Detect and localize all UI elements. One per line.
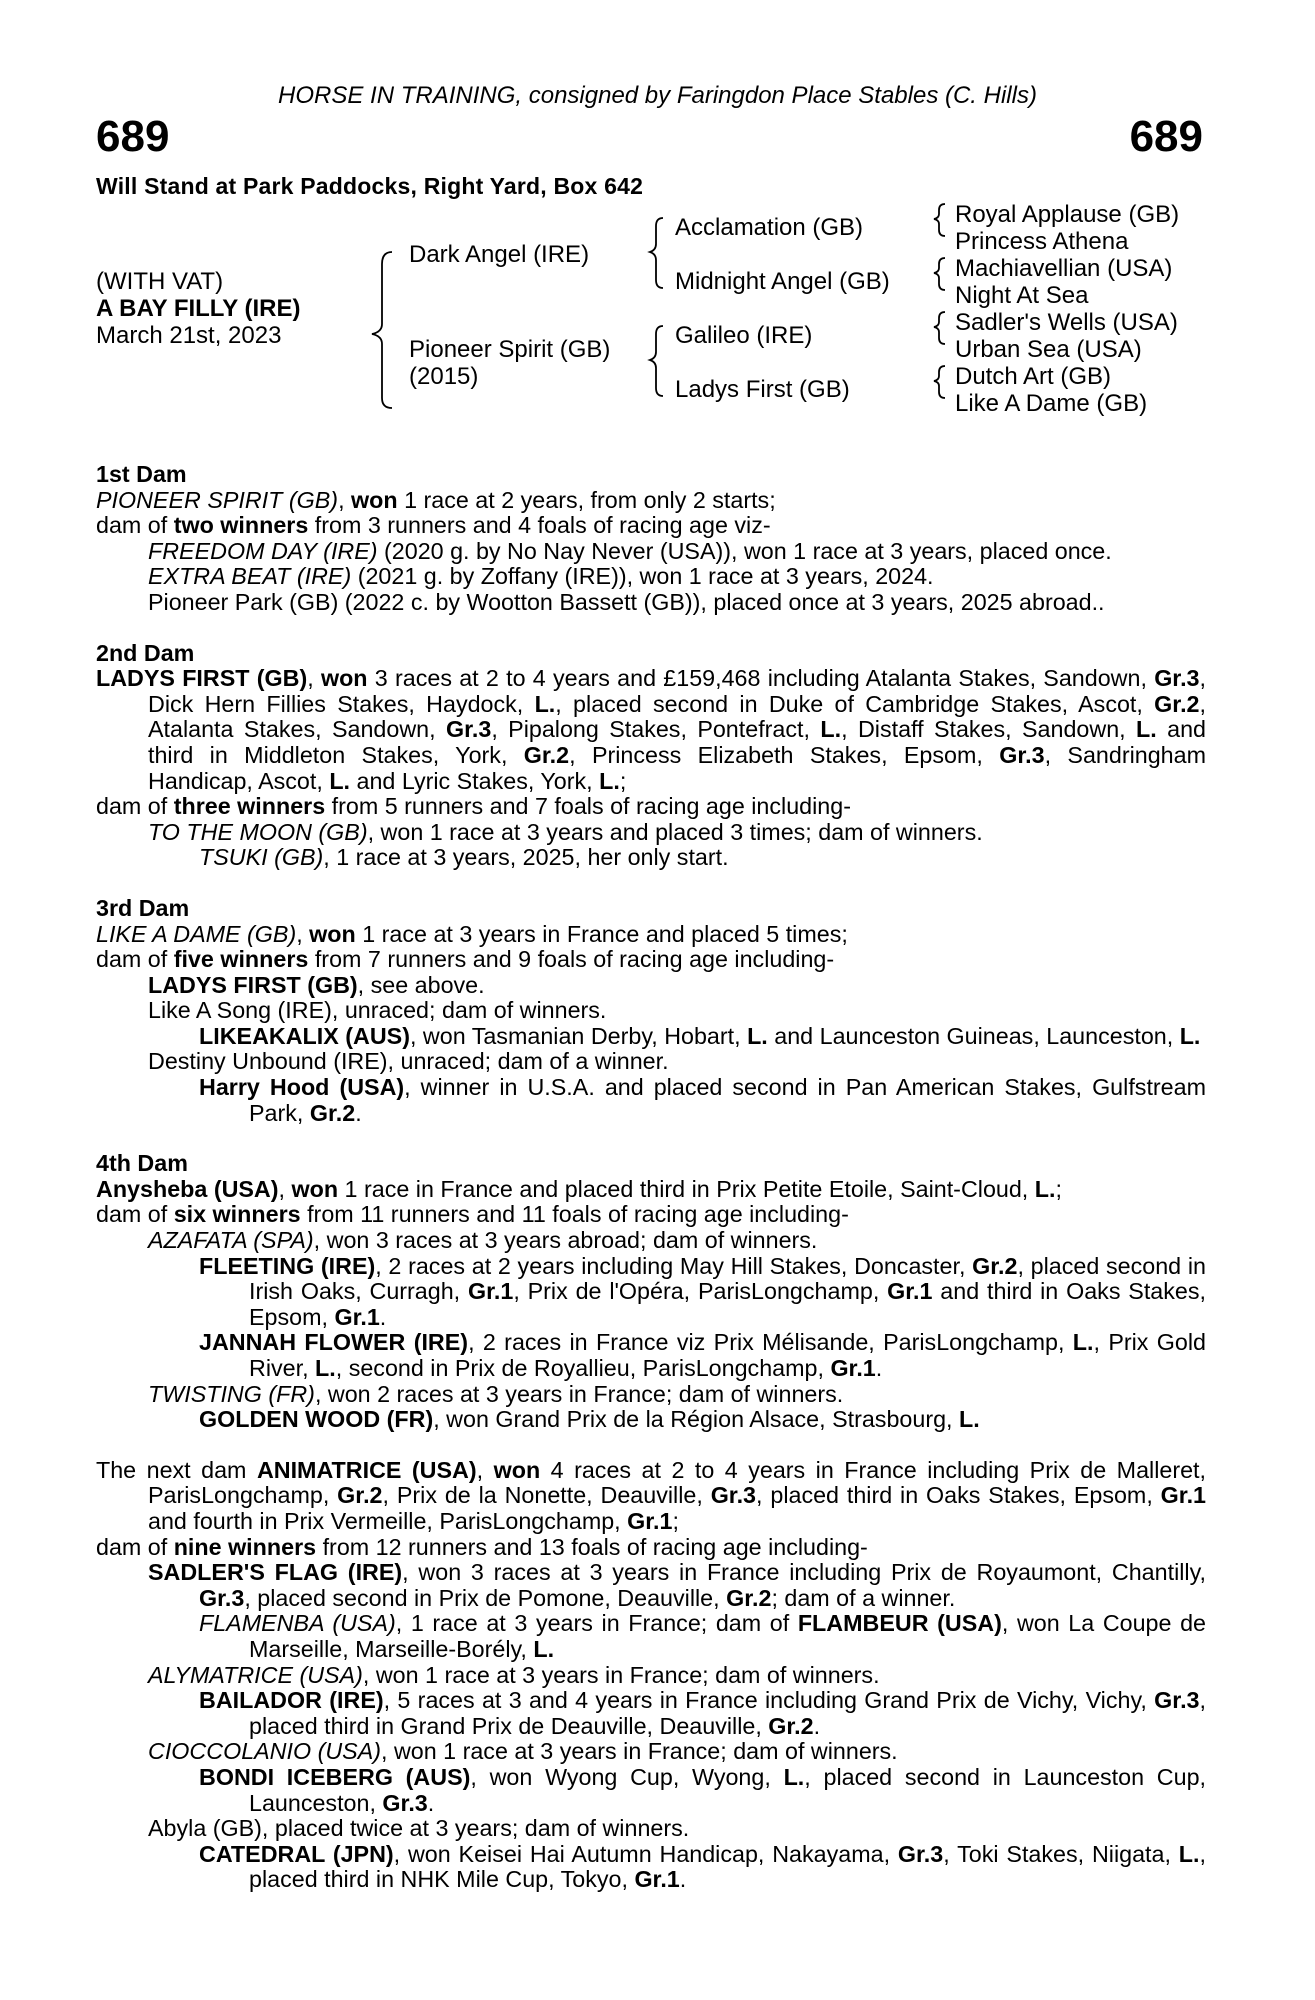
text-run: , won Tasmanian Derby, Hobart, [409,1022,748,1049]
text-run: , won 2 races at 3 years in France; dam of winners. [314,1380,844,1407]
dam-sire-sire: Sadler's Wells (USA) [955,309,1178,336]
italic-run: TSUKI (GB) [199,844,324,871]
dam-brace [650,326,663,396]
bold-run: won [320,665,368,692]
italic-run: TWISTING (FR) [148,1380,315,1407]
bold-run: Gr.2 [523,741,570,768]
bold-run: FLAMBEUR (USA) [797,1610,1002,1637]
record-line [96,1254,1206,1331]
text-run: , 5 races at 3 and 4 years in France including Grand Prix de Vichy, Vichy, [383,1687,1155,1714]
bold-run: Gr.3 [1154,1687,1200,1714]
record-line [96,947,1206,973]
text-run: , [476,1456,494,1483]
bold-run: Gr.1 [1160,1482,1207,1509]
text-run: , placed second in Prix de Pomone, Deauville, [244,1584,727,1611]
record-line [96,1816,1206,1842]
bold-run: Gr.3 [710,1482,757,1509]
text-run: , [296,920,310,947]
bold-run: L. [329,767,351,794]
bold-run: Gr.1 [634,1866,680,1893]
text-run: . [379,1303,387,1330]
dam-sire: Galileo (IRE) [675,322,813,349]
text-run: dam of [96,793,174,820]
bold-run: L. [534,690,556,717]
sire-sire: Acclamation (GB) [675,214,864,241]
text-run: , [338,486,352,513]
sire-sire-sire: Royal Applause (GB) [955,201,1180,228]
text-run: , won Wyong Cup, Wyong, [470,1763,784,1790]
text-run: 4 races at 2 to 4 years in France including Prix de Malleret, ParisLongchamp, [148,1456,1206,1509]
bold-run: Gr.3 [897,1840,944,1867]
text-run: , placed third in NHK Mile Cup, Tokyo, [249,1840,1206,1893]
stand-location: Will Stand at Park Paddocks, Right Yard, Box 642 [96,173,644,199]
dam-section [96,1458,1206,1893]
record-line [96,1330,1206,1381]
dam: Pioneer Spirit (GB) [409,336,611,363]
bold-run: L. [958,1406,980,1433]
bold-run: Gr.1 [887,1278,933,1305]
bold-run: won [309,920,356,947]
lot-number-right: 689 [1129,112,1203,161]
section-heading: 1st Dam [96,461,187,487]
text-run: . [875,1355,883,1381]
bold-run: Gr.3 [445,716,492,743]
text-run: , Princess Elizabeth Stakes, Epsom, [569,741,1000,768]
record-line [96,1177,1206,1203]
text-run: and third in Oaks Stakes, Epsom, [249,1278,1206,1330]
text-run: and fourth in Prix Vermeille, ParisLongchamp, [148,1507,628,1534]
bold-run: FLEETING (IRE) [199,1252,376,1279]
record-line [96,1611,1206,1662]
text-run: , placed second in Irish Oaks, Curragh, [249,1252,1206,1305]
record-line [96,1842,1206,1893]
dam-year: (2015) [409,363,479,390]
text-run: dam of [96,1201,174,1228]
text-run: , 2 races at 2 years including May Hill Stakes, Doncaster, [375,1252,973,1279]
text-run: . [427,1789,435,1816]
record-line [96,1024,1206,1050]
bold-run: two winners [173,512,309,539]
text-run: and Lyric Stakes, York, [350,767,600,794]
bold-run: Gr.1 [467,1278,514,1305]
bold-run: won [291,1175,339,1202]
sire-sire-dam: Princess Athena [955,228,1129,255]
bold-run: three winners [173,793,326,820]
italic-run: CIOCCOLANIO (USA) [148,1738,381,1765]
bold-run: LADYS FIRST (GB) [148,971,358,998]
text-run: , won 3 races at 3 years in France including Prix de Royaumont, Chantilly, [402,1559,1206,1586]
lot-number-left: 689 [96,112,170,161]
foaling-date: March 21st, 2023 [96,322,282,349]
text-run: from 12 runners and 13 foals of racing age including- [316,1533,868,1560]
bold-run: L. [599,767,620,794]
record-line [96,998,1206,1024]
record-line [96,1049,1206,1075]
record-line [96,1407,1206,1433]
text-run: Like A Song (IRE), unraced; dam of winners. [148,997,607,1024]
record-line [96,488,1206,514]
bold-run: won [351,486,398,513]
consignment-line: HORSE IN TRAINING, consigned by Faringdon Place Stables (C. Hills) [278,82,1037,109]
text-run: , Prix de l'Opéra, ParisLongchamp, [513,1278,888,1305]
text-run: , won La Coupe de Marseille, Marseille-Borély, [249,1610,1206,1662]
bold-run: Gr.2 [337,1482,383,1509]
text-run: , second in Prix de Royallieu, ParisLongchamp, [335,1355,831,1381]
section-heading: 3rd Dam [96,894,190,921]
text-run: , Toki Stakes, Niigata, [943,1840,1179,1867]
text-run: , placed third in Oaks Stakes, Epsom, [756,1482,1161,1509]
text-run: from 7 runners and 9 foals of racing age including- [308,946,835,973]
text-run: , won 1 race at 3 years in France; dam of winners. [381,1738,898,1765]
record-line [96,1202,1206,1228]
record-line [96,1560,1206,1611]
bold-run: Gr.1 [334,1303,380,1330]
bold-run: Gr.2 [726,1584,772,1611]
italic-run: FREEDOM DAY (IRE) [148,537,378,564]
bold-run: L. [820,716,842,743]
text-run: from 11 runners and 11 foals of racing age including- [300,1201,849,1228]
text-run: , won Keisei Hai Autumn Handicap, Nakayama, [393,1840,898,1867]
bold-run: LIKEAKALIX (AUS) [199,1022,410,1049]
dam-dam-dam: Like A Dame (GB) [955,390,1148,417]
bold-run: SADLER'S FLAG (IRE) [148,1559,403,1586]
record-line [96,1228,1206,1254]
bold-run: JANNAH FLOWER (IRE) [199,1329,469,1356]
text-run: , 1 race at 3 years, 2025, her only start. [323,844,729,871]
italic-run: PIONEER SPIRIT (GB) [96,486,339,513]
sire-dam: Midnight Angel (GB) [675,268,890,295]
bold-run: ANIMATRICE (USA) [256,1456,477,1483]
text-run: , placed second in Launceston Cup, Launceston, [249,1763,1207,1816]
text-run: , Distaff Stakes, Sandown, [841,716,1137,743]
record-line [96,590,1206,616]
ss-brace [934,204,945,236]
text-run: 3 races at 2 to 4 years and £159,468 including Atalanta Stakes, Sandown, [367,665,1155,692]
text-run: (2020 g. by No Nay Never (USA)), won 1 race at 3 years, placed once. [377,537,1112,564]
text-run: 1 race in France and placed third in Prix Petite Etoile, Saint-Cloud, [338,1175,1035,1202]
text-run: , placed second in Duke of Cambridge Stakes, Ascot, [555,690,1155,717]
text-run: , Sandringham Handicap, Ascot, [148,741,1207,794]
sire-dam-dam: Night At Sea [955,282,1089,309]
bold-run: Gr.2 [972,1252,1018,1279]
record-line [96,1688,1206,1739]
bold-run: L. [533,1635,555,1662]
pedigree-braces [0,0,1315,460]
dam-sire-dam: Urban Sea (USA) [955,336,1142,363]
horse-name: A BAY FILLY (IRE) [96,295,301,322]
bold-run: L. [1136,716,1157,743]
text-run: Pioneer Park (GB) (2022 c. by Wootton Bassett (GB)), placed once at 3 years, 2025 abroad.. [148,588,1105,615]
text-run: , winner in U.S.A. and placed second in Pan American Stakes, Gulfstream Park, [249,1074,1206,1126]
bold-run: Gr.3 [1154,665,1200,692]
italic-run: LIKE A DAME (GB) [96,920,297,947]
main-brace [372,252,392,408]
text-run: and Launceston Guineas, Launceston, [767,1022,1180,1049]
bold-run: Gr.3 [382,1789,428,1816]
bold-run: LADYS FIRST (GB) [96,665,308,692]
text-run: , Pipalong Stakes, Pontefract, [491,716,821,743]
italic-run: ALYMATRICE (USA) [148,1661,363,1688]
section-heading: 4th Dam [96,1150,188,1177]
text-run: , 1 race at 3 years in France; dam of [395,1610,798,1637]
sd-brace [934,258,945,290]
bold-run: nine winners [173,1533,317,1560]
record-line [96,1382,1206,1408]
bold-run: Gr.3 [999,741,1045,768]
sire-brace [650,218,663,288]
text-run: Destiny Unbound (IRE), unraced; dam of a winner. [148,1048,669,1075]
text-run: , Prix de la Nonette, Deauville, [382,1482,711,1509]
dam-section [96,462,1206,616]
text-run: The next dam [96,1456,257,1483]
vat-label: (WITH VAT) [96,268,224,295]
text-run: . [355,1099,362,1126]
bold-run: won [493,1456,541,1483]
italic-run: AZAFATA (SPA) [148,1227,314,1254]
text-run: , placed third in Grand Prix de Deauville, Deauville, [249,1687,1206,1739]
bold-run: Gr.1 [830,1355,876,1381]
record-line [96,564,1206,590]
record-line [96,666,1206,794]
dam-section [96,641,1206,871]
record-line [96,1739,1206,1765]
bold-run: L. [315,1355,336,1381]
text-run: . [813,1712,821,1739]
ds-brace [934,312,945,344]
bold-run: BAILADOR (IRE) [199,1687,384,1714]
bold-run: L. [1178,1840,1200,1867]
bold-run: six winners [173,1201,301,1228]
bold-run: BONDI ICEBERG (AUS) [199,1763,471,1790]
record-line [96,539,1206,565]
text-run: Abyla (GB), placed twice at 3 years; dam of winners. [148,1815,690,1842]
dam-section [96,1151,1206,1433]
text-run: ; [619,767,627,794]
record-line [96,513,1206,539]
text-run: , [307,665,321,692]
bold-run: L. [783,1763,805,1790]
bold-run: L. [1072,1329,1094,1356]
bold-run: Gr.1 [627,1507,673,1534]
italic-run: FLAMENBA (USA) [199,1610,396,1637]
text-run: , see above. [357,971,485,998]
sire: Dark Angel (IRE) [409,241,590,268]
bold-run: Gr.3 [199,1584,245,1611]
record-line [96,1765,1206,1816]
record-line [96,845,1206,871]
italic-run: TO THE MOON (GB) [148,818,368,845]
record-line [96,922,1206,948]
text-run: , Atalanta Stakes, Sandown, [148,690,1206,743]
text-run: ; [672,1507,679,1534]
dam-dam-sire: Dutch Art (GB) [955,363,1112,390]
text-run: and third in Middleton Stakes, York, [148,716,1207,768]
bold-run: L. [1179,1022,1201,1049]
bold-run: L. [747,1022,768,1049]
italic-run: EXTRA BEAT (IRE) [148,563,352,590]
record-line [96,1458,1206,1535]
text-run: dam of [96,512,174,539]
dd-brace [934,366,945,398]
text-run: ; [1055,1175,1062,1202]
bold-run: Harry Hood (USA) [199,1074,405,1101]
record-line [96,1075,1206,1126]
bold-run: Anysheba (USA) [96,1175,279,1202]
bold-run: Gr.2 [309,1099,356,1126]
bold-run: CATEDRAL (JPN) [199,1840,394,1867]
text-run: , won 3 races at 3 years abroad; dam of winners. [313,1227,818,1254]
dam-dam: Ladys First (GB) [675,376,850,403]
record-line [96,794,1206,820]
record-line [96,820,1206,846]
text-run: from 5 runners and 7 foals of racing age including- [325,793,851,820]
text-run: dam of [96,946,174,973]
bold-run: Gr.2 [1154,690,1200,717]
section-heading: 2nd Dam [96,639,195,666]
text-run: 1 race at 2 years, from only 2 starts; [397,486,776,513]
text-run: , won Grand Prix de la Région Alsace, Strasbourg, [433,1406,959,1433]
text-run: , won 1 race at 3 years and placed 3 times; dam of winners. [367,818,983,845]
dam-section [96,896,1206,1126]
text-run: , [278,1175,292,1202]
text-run: from 3 runners and 4 foals of racing age viz- [308,512,771,539]
text-run: , 2 races in France viz Prix Mélisande, ParisLongchamp, [468,1329,1073,1356]
produce-record [96,462,1206,1893]
bold-run: Gr.2 [768,1712,814,1739]
record-line [96,1535,1206,1561]
sire-dam-sire: Machiavellian (USA) [955,255,1173,282]
text-run: , Prix Gold River, [249,1329,1206,1381]
text-run: dam of [96,1533,174,1560]
record-line [96,973,1206,999]
record-line [96,1663,1206,1689]
text-run: (2021 g. by Zoffany (IRE)), won 1 race at 3 years, 2024. [351,563,934,590]
text-run: , Dick Hern Fillies Stakes, Haydock, [148,665,1207,717]
text-run: ; dam of a winner. [771,1584,956,1611]
text-run: 1 race at 3 years in France and placed 5 times; [355,920,848,947]
text-run: . [679,1866,687,1893]
text-run: , won 1 race at 3 years in France; dam of winners. [362,1661,880,1688]
bold-run: GOLDEN WOOD (FR) [199,1406,434,1433]
bold-run: L. [1034,1175,1056,1202]
bold-run: five winners [173,946,309,973]
